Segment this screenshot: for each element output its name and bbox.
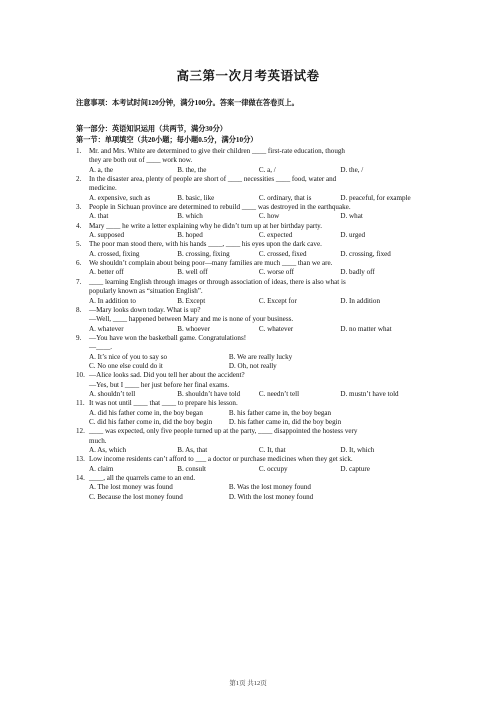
question-number: 10.: [76, 371, 85, 380]
question-text: 14. ____, all the quarrels came to an end.: [76, 474, 196, 483]
question-text: they are both out of ____ work now.: [89, 156, 193, 165]
option-row: [76, 353, 422, 362]
question-number: 9.: [76, 333, 82, 342]
question-text: 3. People in Sichuan province are determined to rebuild ____ was destroyed in the earthquake.: [76, 203, 351, 212]
question-number: 14.: [76, 474, 85, 483]
question-text: 2. In the disaster area, plenty of people are short of ____ necessities ____ food, water and: [76, 175, 337, 184]
option-row: [76, 493, 422, 502]
question-text: 7. ____ learning English through images or through association of ideas, there is also what is: [76, 277, 346, 286]
question-text: 5. The poor man stood there, with his hands ____, ____ his eyes upon the dark cave.: [76, 240, 322, 249]
answer-option: A. It’s nice of you to say so: [89, 352, 168, 361]
answer-option: D. what: [340, 212, 363, 221]
answer-option: D. In addition: [340, 296, 380, 305]
answer-option: D. Oh, not really: [228, 361, 277, 370]
option-row: [76, 194, 422, 203]
answer-option: D. With the lost money found: [228, 492, 314, 501]
answer-option: B. basic, like: [177, 193, 215, 202]
page-footer: 第1页 共12页: [229, 680, 267, 687]
option-row: [76, 297, 422, 306]
answer-option: C. a, /: [258, 165, 276, 174]
answer-option: B. As, that: [177, 446, 208, 454]
answer-option: B. Was the lost money found: [228, 483, 311, 492]
question-text: 11. It was not until ____ that ____ to prepare his lesson.: [76, 399, 238, 408]
question-text: 9. —You have won the basketball game. Congratulations!: [76, 333, 247, 342]
answer-option: A. As, which: [89, 446, 127, 454]
answer-option: B. We are really lucky: [228, 352, 293, 361]
answer-option: C. how: [258, 212, 280, 221]
option-row: [76, 483, 422, 492]
answer-option: A. expensive, such as: [89, 193, 151, 202]
question-text: much.: [89, 436, 107, 445]
question-item: [76, 175, 422, 203]
option-row: [76, 446, 422, 455]
answer-option: D. crossing, fixed: [340, 249, 391, 258]
answer-option: A. a, the: [89, 165, 114, 174]
answer-option: C. Except for: [258, 296, 297, 305]
option-row: [76, 212, 422, 221]
answer-option: D. capture: [340, 464, 370, 473]
answer-option: D. badly off: [340, 268, 375, 277]
question-item: [76, 240, 422, 259]
question-item: [76, 371, 422, 399]
question-item: [76, 455, 422, 474]
option-row: [76, 390, 422, 399]
answer-option: C. whatever: [258, 324, 294, 333]
answer-option: A. The lost money was found: [89, 483, 173, 492]
question-number: 1.: [76, 147, 82, 155]
answer-option: D. urged: [340, 231, 366, 240]
answer-option: C. occupy: [258, 464, 288, 473]
question-item: [76, 399, 422, 427]
option-row: [76, 418, 422, 427]
question-text: 8. —Mary looks down today. What is up?: [76, 305, 201, 314]
question-text: 10. —Alice looks sad. Did you tell her about the accident?: [76, 371, 245, 380]
answer-option: C. It, that: [258, 446, 286, 454]
answer-option: A. that: [89, 212, 109, 221]
answer-option: A. whatever: [89, 324, 124, 333]
part-heading: 第一部分：英语知识运用（共两节，满分30分）: [76, 125, 227, 133]
question-number: 11.: [76, 399, 85, 408]
answer-option: B. which: [177, 212, 203, 221]
question-text: —Well, ____ happened between Mary and me is none of your business.: [89, 315, 294, 324]
question-number: 8.: [76, 305, 82, 314]
question-text: medicine.: [89, 184, 117, 193]
answer-option: B. Except: [177, 296, 206, 305]
answer-option: A. crossed, fixing: [89, 249, 140, 258]
question-number: 12.: [76, 427, 85, 436]
question-item: [76, 147, 422, 175]
answer-option: D. no matter what: [340, 324, 392, 333]
question-number: 6.: [76, 259, 82, 268]
question-number: 4.: [76, 221, 82, 230]
question-item: [76, 203, 422, 222]
question-text: 6. We shouldn’t complain about being poor—many families are much ____ than we are.: [76, 259, 333, 268]
answer-option: B. his father came in, the boy began: [228, 408, 332, 417]
exam-notice: 注意事项：本考试时间120分钟，满分100分。答案一律做在答卷页上。: [76, 99, 299, 107]
answer-option: A. did his father come in, the boy began: [89, 408, 203, 417]
option-row: [76, 325, 422, 334]
answer-option: B. well off: [177, 268, 208, 277]
answer-option: C. worse off: [258, 268, 294, 277]
answer-option: A. claim: [89, 464, 114, 473]
option-row: [76, 465, 422, 474]
question-item: [76, 222, 422, 241]
question-text: —Yes, but I ____ her just before her final exams.: [89, 380, 230, 389]
question-item: [76, 306, 422, 334]
answer-option: C. crossed, fixed: [258, 249, 307, 258]
answer-option: C. needn’t tell: [258, 389, 300, 398]
option-row: [76, 268, 422, 277]
question-number: 3.: [76, 203, 82, 212]
answer-option: C. ordinary, that is: [258, 193, 312, 202]
question-number: 2.: [76, 175, 82, 184]
page-title: 高三第一次月考英语试卷: [176, 69, 320, 83]
question-item: [76, 334, 422, 371]
answer-option: B. the, the: [177, 165, 207, 174]
question-text: 12. ____ was expected, only five people turned up at the party, ____ disappointed the hostess very: [76, 427, 358, 436]
answer-option: D. the, /: [340, 165, 364, 174]
question-text: 13. Low income residents can’t afford to ___ a doctor or purchase medicines when they get sick.: [76, 455, 353, 464]
answer-option: A. In addition to: [89, 296, 136, 305]
answer-option: C. No one else could do it: [89, 361, 163, 370]
question-text: 4. Mary ____ he write a letter explaining why he didn’t turn up at her birthday party.: [76, 221, 323, 230]
answer-option: C. Because the lost money found: [89, 492, 183, 501]
question-text: 1. Mr. and Mrs. White are determined to give their children ____ first-rate education, though: [76, 147, 345, 155]
option-row: [76, 362, 422, 371]
answer-option: D. mustn’t have told: [340, 389, 399, 398]
question-text: popularly known as “situation English”.: [89, 287, 203, 296]
option-row: [76, 250, 422, 259]
question-list: [76, 147, 422, 502]
answer-option: B. hoped: [177, 231, 203, 240]
option-row: [76, 231, 422, 240]
question-number: 5.: [76, 240, 82, 249]
answer-option: B. shouldn’t have told: [177, 389, 241, 398]
option-row: [76, 409, 422, 418]
option-row: [76, 166, 422, 175]
question-item: [76, 474, 422, 502]
question-item: [76, 278, 422, 306]
answer-option: A. better off: [89, 268, 124, 277]
question-item: [76, 427, 422, 455]
question-number: 7.: [76, 277, 82, 286]
answer-option: B. whoever: [177, 324, 210, 333]
answer-option: A. supposed: [89, 231, 125, 240]
question-number: 13.: [76, 455, 85, 464]
answer-option: D. his father came in, did the boy begin: [228, 417, 342, 426]
answer-option: B. consult: [177, 464, 207, 473]
answer-option: A. shouldn’t tell: [89, 389, 136, 398]
answer-option: D. It, which: [340, 446, 375, 454]
answer-option: B. crossing, fixing: [177, 249, 230, 258]
answer-option: D. peaceful, for example: [340, 193, 411, 202]
section-heading: 第一节：单项填空（共20小题；每小题0.5分，满分10分）: [76, 136, 258, 144]
question-text: —____.: [89, 343, 113, 352]
answer-option: C. expected: [258, 231, 293, 240]
answer-option: C. did his father come in, did the boy begin: [89, 417, 213, 426]
question-item: [76, 259, 422, 278]
